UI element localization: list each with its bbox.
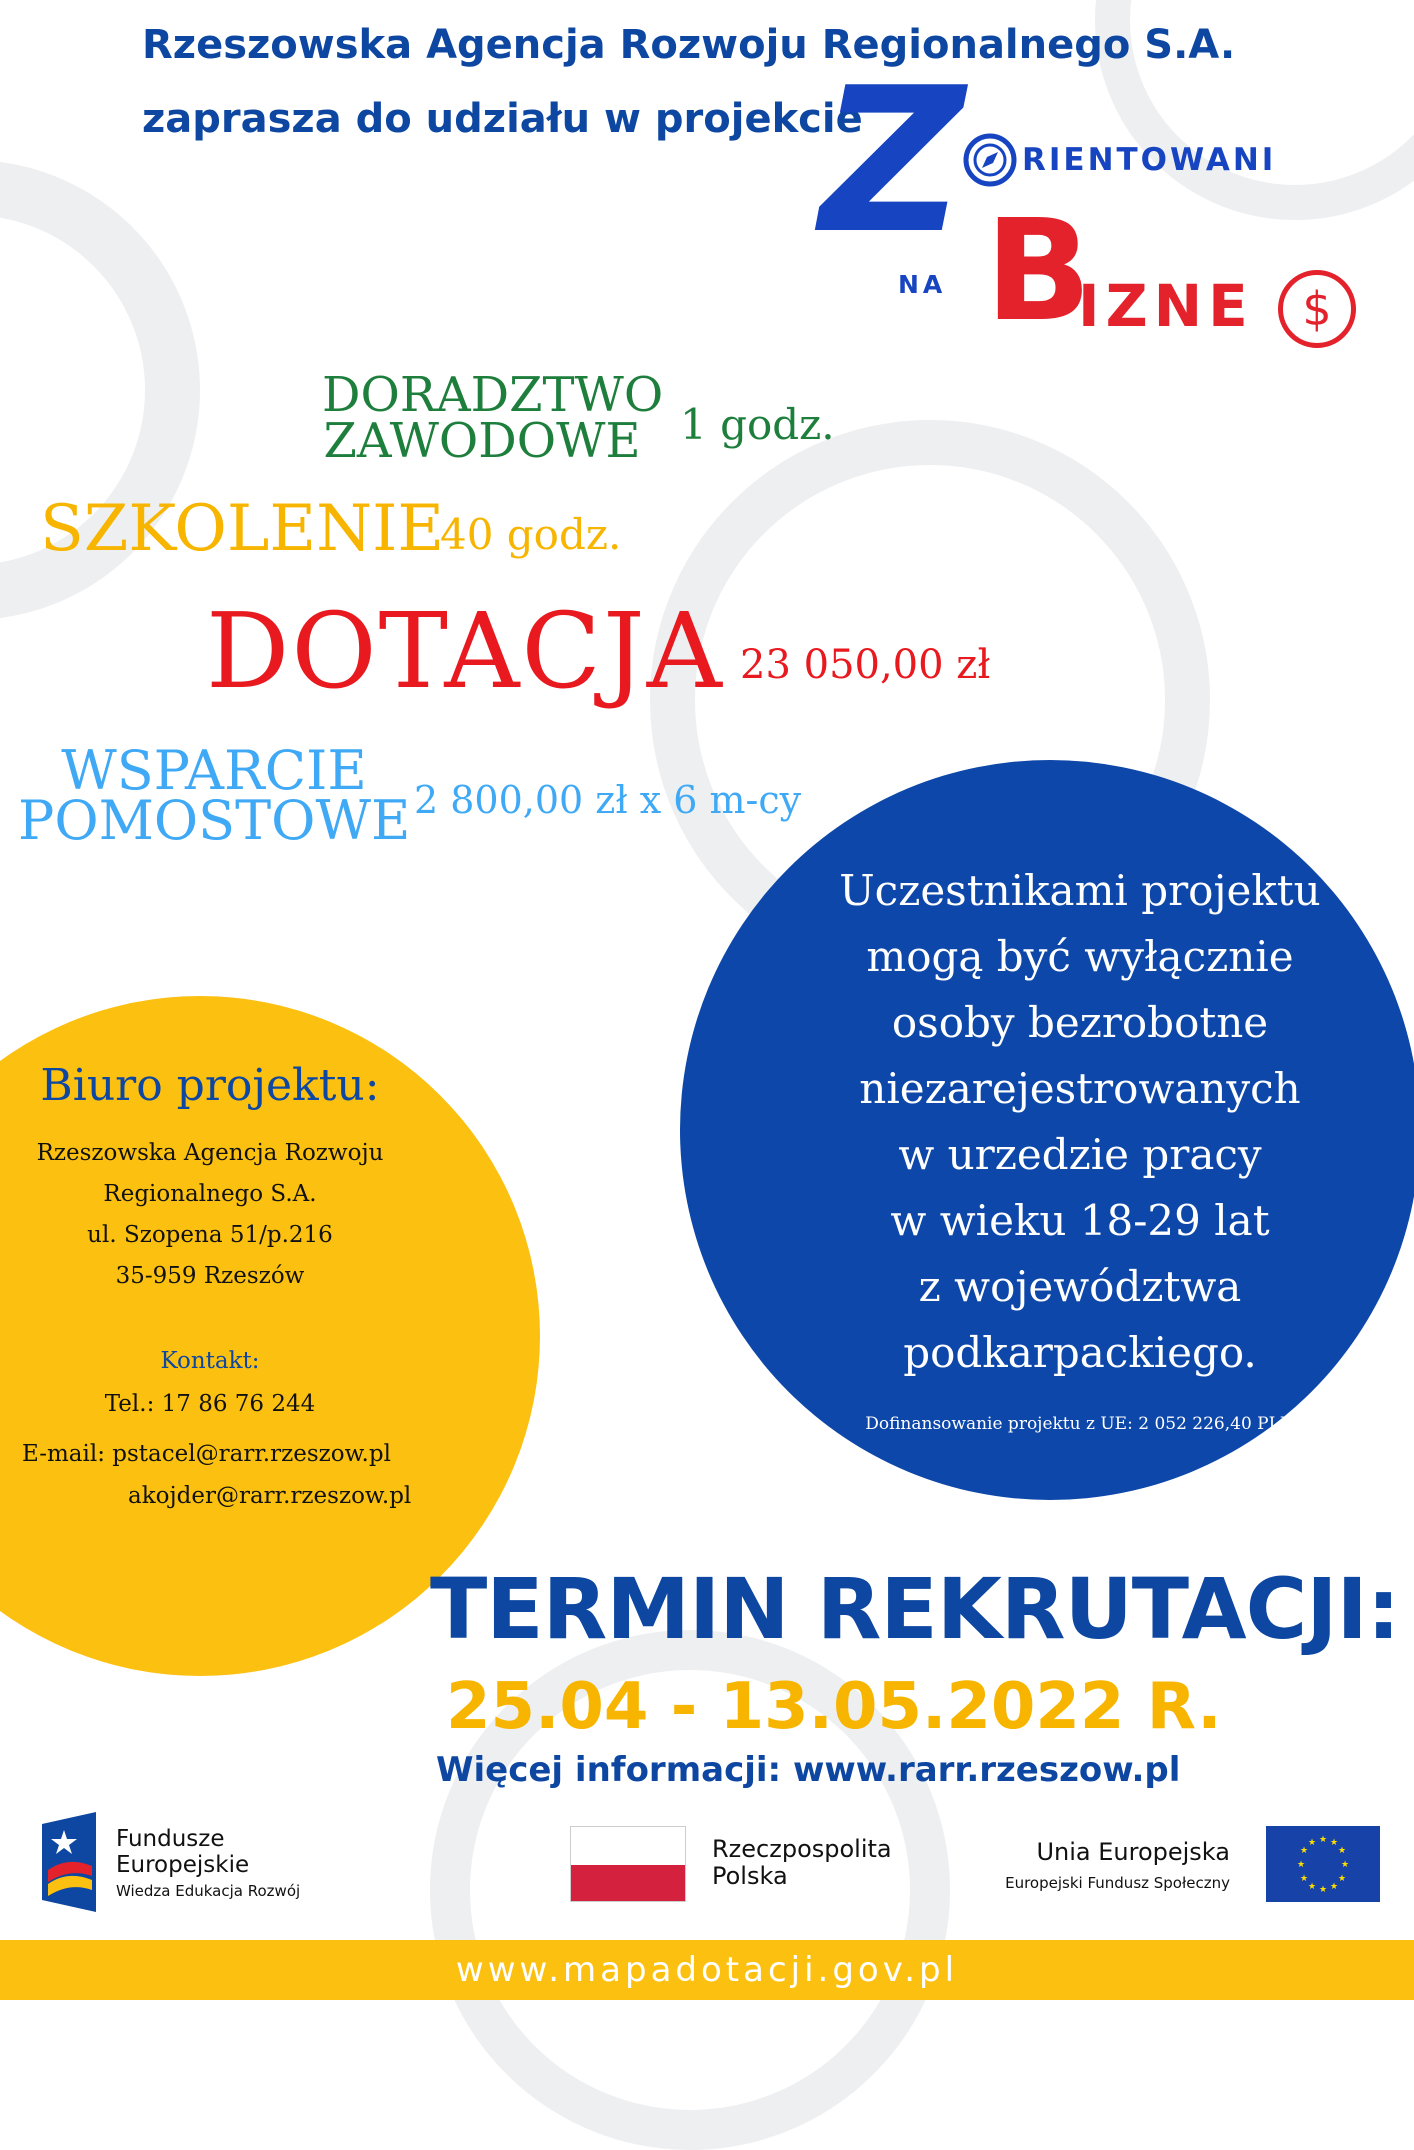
office-address-line: ul. Szopena 51/p.216 xyxy=(87,1222,333,1248)
rp-line2: Polska xyxy=(712,1862,788,1890)
eligibility-line: Uczestnikami projektu xyxy=(839,866,1321,915)
offer-doradztwo-line2: ZAWODOWE xyxy=(323,413,641,469)
logo-orientowani: RIENTOWANI xyxy=(1022,142,1277,178)
logo-na: NA xyxy=(898,270,947,299)
office-contact-label: Kontakt: xyxy=(160,1348,260,1374)
fe-line1: Fundusze xyxy=(116,1826,225,1852)
svg-text:★: ★ xyxy=(1307,1838,1317,1848)
offer-szkolenie-value: 40 godz. xyxy=(440,510,622,559)
fe-line3: Wiedza Edukacja Rozwój xyxy=(116,1882,301,1900)
ue-line2: Europejski Fundusz Społeczny xyxy=(1005,1874,1230,1892)
office-address-line: Rzeszowska Agencja Rozwoju xyxy=(36,1140,384,1166)
eligibility-line: niezarejestrowanych xyxy=(859,1064,1301,1113)
offer-dotacja-value: 23 050,00 zł xyxy=(740,642,991,688)
more-info-link[interactable]: Więcej informacji: www.rarr.rzeszow.pl xyxy=(436,1750,1181,1790)
svg-text:★: ★ xyxy=(1307,1882,1317,1892)
fundusze-europejskie-icon xyxy=(42,1812,96,1912)
eligibility-funding: Dofinansowanie projektu z UE: 2 052 226,40 PLN xyxy=(865,1414,1295,1434)
fe-line2: Europejskie xyxy=(116,1852,250,1878)
rzeczpospolita-polska-logo xyxy=(570,1826,930,1906)
polish-flag-icon xyxy=(570,1826,686,1902)
svg-text:★: ★ xyxy=(1318,1885,1328,1895)
offer-wsparcie xyxy=(18,739,411,852)
offer-wsparcie-line2: POMOSTOWE xyxy=(18,789,411,852)
offer-wsparcie-value: 2 800,00 zł x 6 m-cy xyxy=(414,778,802,822)
eligibility-line: osoby bezrobotne xyxy=(891,998,1269,1047)
unia-europejska-logo xyxy=(990,1826,1380,1906)
svg-text:★: ★ xyxy=(1329,1882,1339,1892)
svg-text:★: ★ xyxy=(1340,1860,1350,1870)
header-invitation: zaprasza do udziału w projekcie xyxy=(142,96,863,142)
offer-szkolenie: SZKOLENIE xyxy=(40,492,445,566)
office-title: Biuro projektu: xyxy=(40,1060,380,1111)
eu-flag-icon xyxy=(1266,1826,1380,1902)
compass-icon xyxy=(962,132,1018,188)
logo-letter-z: Z xyxy=(820,45,966,278)
footer-bar xyxy=(0,1940,1414,2000)
eligibility-line: w wieku 18-29 lat xyxy=(890,1196,1270,1245)
dollar-icon: $ xyxy=(1278,270,1356,348)
svg-text:★: ★ xyxy=(1296,1860,1306,1870)
footer-url-link[interactable]: www.mapadotacji.gov.pl xyxy=(455,1950,959,1990)
svg-text:★: ★ xyxy=(1299,1874,1309,1884)
offer-doradztwo-line1: DORADZTWO xyxy=(322,367,664,423)
svg-text:★: ★ xyxy=(1299,1846,1309,1856)
header-organizer: Rzeszowska Agencja Rozwoju Regionalnego S.A. xyxy=(142,22,1236,68)
svg-text:★: ★ xyxy=(1318,1835,1328,1845)
offer-doradztwo xyxy=(322,367,664,469)
svg-text:★: ★ xyxy=(1337,1874,1347,1884)
svg-text:★: ★ xyxy=(1329,1838,1339,1848)
offer-wsparcie-line1: WSPARCIE xyxy=(61,739,367,802)
offer-dotacja: DOTACJA xyxy=(206,590,724,712)
logo-letter-b: B xyxy=(985,190,1092,353)
office-address-line: Regionalnego S.A. xyxy=(103,1181,317,1207)
rp-line1: Rzeczpospolita xyxy=(712,1835,892,1863)
logo-izne: IZNE xyxy=(1078,272,1254,340)
eligibility-line: mogą być wyłącznie xyxy=(866,932,1294,981)
svg-text:★: ★ xyxy=(1337,1846,1347,1856)
fundusze-europejskie-logo xyxy=(42,1812,342,1912)
offer-doradztwo-value: 1 godz. xyxy=(680,400,835,449)
recruitment-title: TERMIN REKRUTACJI: xyxy=(430,1560,1400,1658)
eligibility-line: podkarpackiego. xyxy=(903,1328,1257,1377)
eligibility-line: w urzedzie pracy xyxy=(898,1130,1262,1179)
eligibility-line: z województwa xyxy=(918,1262,1242,1311)
office-info xyxy=(0,1060,420,1426)
office-address-line: 35-959 Rzeszów xyxy=(115,1263,305,1289)
recruitment-dates: 25.04 - 13.05.2022 R. xyxy=(446,1670,1222,1744)
project-logo xyxy=(820,45,1380,370)
office-email-2: akojder@rarr.rzeszow.pl xyxy=(128,1483,412,1509)
office-email-1: E-mail: pstacel@rarr.rzeszow.pl xyxy=(22,1441,391,1467)
eligibility-text xyxy=(780,858,1380,1386)
ue-line1: Unia Europejska xyxy=(1036,1838,1230,1866)
office-phone: Tel.: 17 86 76 244 xyxy=(104,1391,316,1417)
